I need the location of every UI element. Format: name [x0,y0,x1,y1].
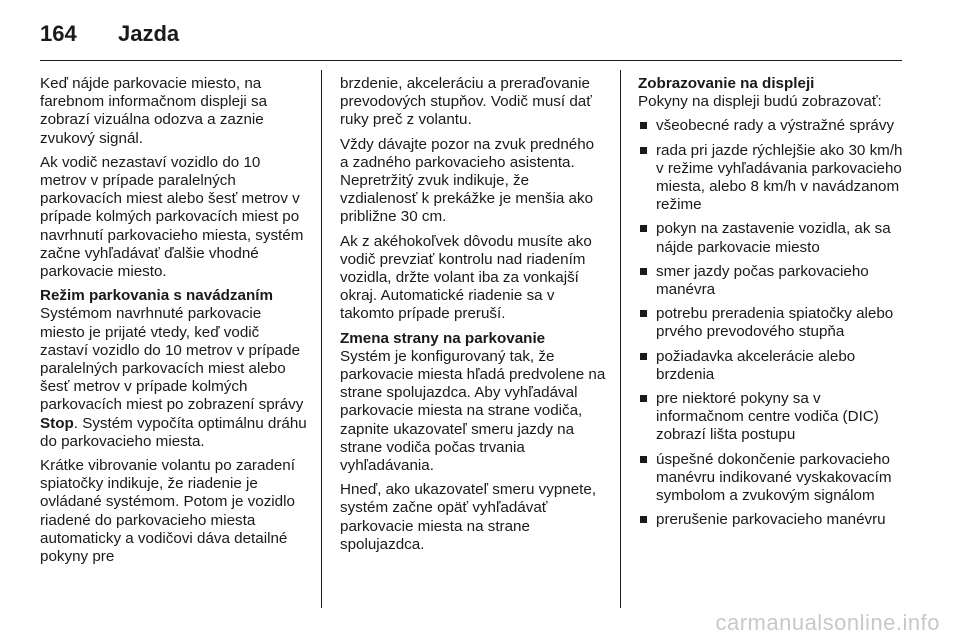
list-item: prerušenie parkovacieho manévru [638,511,908,529]
page-header [40,10,900,58]
subheading-side-change: Zmena strany na parkovanie [340,329,546,347]
list-item: pre niektoré pokyny sa v informačnom centre vodiča (DIC) zobrazí lišta postupu [638,390,908,445]
paragraph [638,75,908,111]
paragraph: Hneď, ako ukazovateľ smeru vypnete, systém začne opäť vyhľadávať parkovacie miesta na strane spolujazdca. [340,481,597,553]
header-divider [40,60,902,61]
subheading-display: Zobrazovanie na displeji [638,75,815,92]
list-item: požiadavka akcelerácie alebo brzdenia [638,348,908,384]
bullet-square-icon [640,456,647,463]
text-run: Pokyny na displeji budú zobrazovať: [638,93,882,111]
watermark: carmanualsonline.info [715,610,940,635]
paragraph [40,287,308,451]
column-2 [340,75,606,560]
section-title: Jazda [118,21,180,46]
list-item: úspešné dokončenie parkovacieho manévru indikované vyskakovacím symbolom a zvukovým signálom [638,451,908,506]
paragraph: Krátke vibrovanie volantu po zaradení spiatočky indikuje, že riadenie je ovládané systémom. Potom je vozidlo riadené do parkovacieho miesta automaticky a vodičovi dáva detailné pokyny pre [40,457,295,566]
text-run: Systémom navrhnuté parkovacie miesto je prijaté vtedy, keď vodič zastaví vozidlo do 10 metrov v prípade paralelných parkovacích miest alebo šesť metrov v prípade kolmých parkovacích miest po zobrazení správy [40,305,304,414]
column-divider-2 [620,70,621,608]
column-3 [638,75,908,535]
stop-message: Stop [40,414,74,432]
bullet-square-icon [640,310,647,317]
paragraph: Keď nájde parkovacie miesto, na farebnom informačnom displeji sa zobrazí vizuálna odozva a zaznie zvukový signál. [40,75,268,147]
paragraph: brzdenie, akceleráciu a preraďovanie prevodových stupňov. Vodič musí dať ruky preč z volantu. [340,75,592,129]
list-item: smer jazdy počas parkovacieho manévra [638,263,908,299]
bullet-square-icon [640,268,647,275]
list-item: všeobecné rady a výstražné správy [638,117,908,135]
paragraph: Ak vodič nezastaví vozidlo do 10 metrov v prípade paralelných parkovacích miest alebo šesť metrov v prípade kolmých parkovacích miest po navrhnutí parkovacieho miesta, systém začne vyhľadávať ďalšie vhodné parkovacie miesto. [40,153,304,281]
bullet-square-icon [640,225,647,232]
column-1 [40,75,308,572]
list-item: potrebu preradenia spiatočky alebo prvého prevodového stupňa [638,305,908,341]
paragraph: Vždy dávajte pozor na zvuk predného a zadného parkovacieho asistenta. Nepretržitý zvuk indikuje, že vzdialenosť k prekážke je menšia ako približne 30 cm. [340,135,595,226]
bullet-square-icon [640,122,647,129]
column-divider-1 [321,70,322,608]
list-item: rada pri jazde rýchlejšie ako 30 km/h v režime vyhľadávania parkovacieho miesta, alebo 8 km/h v navádzanom režime [638,142,908,215]
bullet-square-icon [640,147,647,154]
page-number: 164 [40,21,77,46]
paragraph [340,330,606,476]
bullet-square-icon [640,353,647,360]
paragraph: Ak z akéhokoľvek dôvodu musíte ako vodič prevziať kontrolu nad riadením vozidla, držte volant iba za vonkajší okraj. Automatické riadenie sa v takomto prípade preruší. [340,232,592,323]
subheading-guided-parking: Režim parkovania s navádzaním [40,287,273,305]
instruction-list [638,117,908,529]
text-run: . Systém vypočíta optimálnu dráhu do parkovacieho miesta. [40,414,307,450]
bullet-square-icon [640,516,647,523]
list-item: pokyn na zastavenie vozidla, ak sa nájde parkovacie miesto [638,220,908,256]
bullet-square-icon [640,395,647,402]
text-run: Systém je konfigurovaný tak, že parkovacie miesta hľadá predvolene na strane spolujazdca. Aby vyhľadával parkovacie miesta na strane vodiča, zapnite ukazovateľ smeru jazdy na strane vodiča počas trvania vyhľadávania. [340,347,606,475]
